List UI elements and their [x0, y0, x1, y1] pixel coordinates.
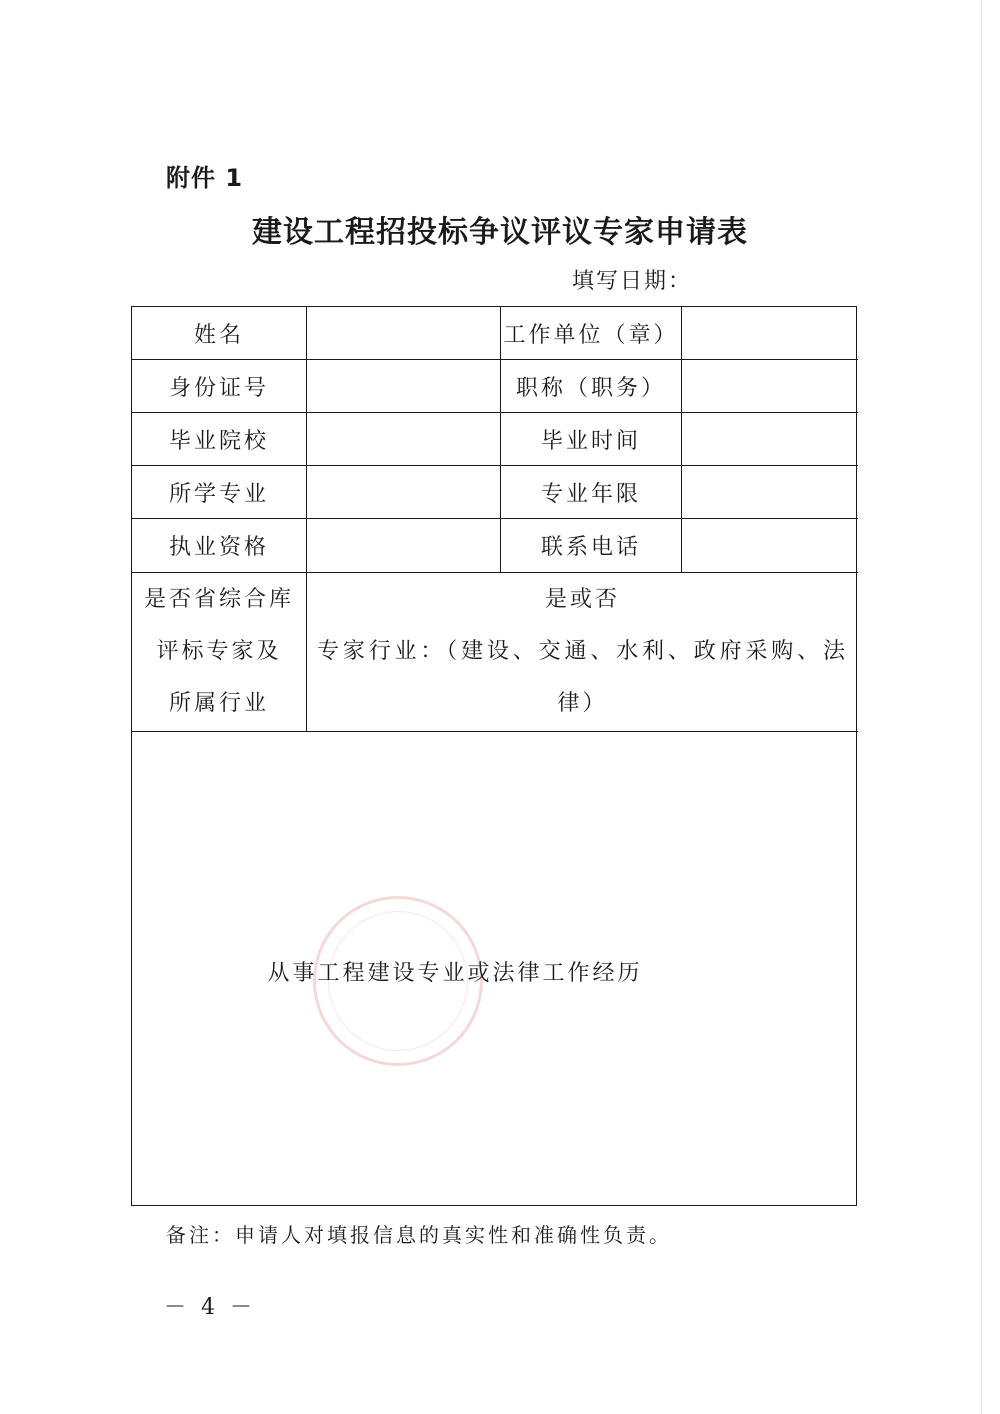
id-number-field[interactable] [307, 360, 501, 413]
graduation-date-label: 毕业时间 [501, 413, 682, 466]
phone-field[interactable] [682, 519, 858, 573]
phone-label: 联系电话 [501, 519, 682, 573]
attachment-label: 附件 1 [166, 164, 244, 192]
id-number-label: 身份证号 [132, 360, 307, 413]
graduate-school-field[interactable] [307, 413, 501, 466]
graduation-date-field[interactable] [682, 413, 858, 466]
work-unit-label: 工作单位（章） [501, 307, 682, 360]
practice-qualification-label: 执业资格 [132, 519, 307, 573]
work-unit-field[interactable] [682, 307, 858, 360]
provincial-expert-label-line-3: 所属行业 [168, 691, 269, 716]
name-field[interactable] [307, 307, 501, 360]
work-experience-label: 从事工程建设专业或法律工作经历 [267, 961, 643, 986]
application-form-table [131, 306, 857, 1206]
name-label: 姓名 [132, 307, 307, 360]
job-title-field[interactable] [682, 360, 858, 413]
provincial-expert-label-line-1: 是否省综合库 [143, 587, 294, 612]
job-title-label: 职称（职务） [501, 360, 682, 413]
provincial-expert-label-line-2: 评标专家及 [156, 639, 282, 664]
yes-no-option: 是或否 [544, 587, 620, 612]
remark-note: 备注：申请人对填报信息的真实性和准确性负责。 [166, 1223, 672, 1247]
form-title: 建设工程招投标争议评议专家申请表 [252, 215, 748, 250]
graduate-school-label: 毕业院校 [132, 413, 307, 466]
professional-years-label: 专业年限 [501, 466, 682, 519]
page-number: － 4 － [164, 1295, 256, 1320]
major-field[interactable] [307, 466, 501, 519]
work-experience-field[interactable] [132, 732, 858, 1207]
provincial-expert-label [132, 573, 307, 732]
major-label: 所学专业 [132, 466, 307, 519]
provincial-expert-field[interactable] [307, 573, 858, 732]
professional-years-field[interactable] [682, 466, 858, 519]
practice-qualification-field[interactable] [307, 519, 501, 573]
fill-date-label: 填写日期： [572, 269, 693, 294]
expert-industry-text: 专家行业：（建设、交通、水利、政府采购、法律） [317, 639, 848, 716]
